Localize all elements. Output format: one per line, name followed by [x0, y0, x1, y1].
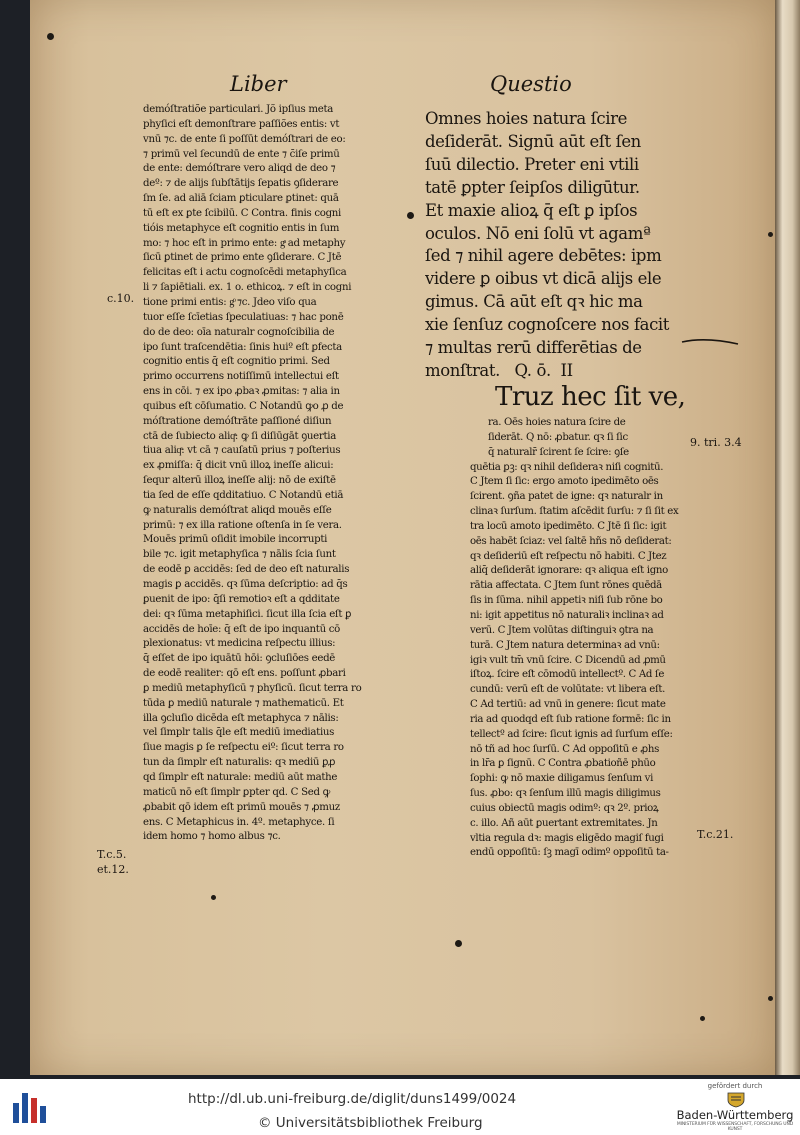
permalink-url[interactable]: http://dl.ub.uni-freiburg.de/diglit/duns1499/0024 [188, 1091, 517, 1107]
text-line: li ⁊ ſapiētiali. ex. 1 o. ethicoꝝ. ⁊ eſt in cogni [143, 282, 352, 294]
text-line: vel ſimplr talis q̄le eſt mediū imediatius [143, 727, 335, 739]
ink-dot [700, 1016, 705, 1021]
text-line: oēs habēt ſciaz: vel ſaltē hñs nō deſiderat: [470, 535, 672, 547]
text-line: de eodē realiter: qō eſt ens. poſſunt ꝓbari [143, 668, 346, 680]
text-line: tatē ꝑpter ſeipſos diligūtur. [425, 177, 640, 197]
text-line: Et maxie alioꝝ q̄ eſt ꝑ ipſos [425, 200, 638, 220]
text-line: ꝑ mediū metaphyſicū ⁊ phyſicū. ſicut terra ro [143, 682, 362, 694]
sponsor-subtitle: MINISTERIUM FÜR WISSENSCHAFT, FORSCHUNG UND KUNST [676, 1122, 794, 1132]
text-line: C Jtem ſi ſic: ergo amoto ipedimēto oēs [470, 476, 659, 488]
text-line: deſiderāt. Signū aūt eſt ſen [425, 131, 641, 151]
text-line: deº: ⁊ de alijs ſubſtātijs ſepatis ꝯſiderare [143, 178, 339, 190]
text-line: c. illo. Añ aūt ꝑuertant extremitates. Jn [470, 817, 658, 829]
text-line: primo occurrens notiſſimū intellectui eſt [143, 371, 339, 383]
text-line: Omnes hoies natura ſcire [425, 109, 627, 128]
text-line: gimus. Cā aūt eſt qꝛ hic ma [425, 292, 643, 312]
text-line: demóſtratiõe particulari. Jõ ipſius meta [143, 104, 334, 115]
marginal-note: 9. tri. 3.4 [690, 436, 742, 449]
text-line: oculos. Nō eni ſolū vt agamª [425, 223, 651, 243]
aristotle-text-column [425, 108, 687, 383]
text-line: idem homo ⁊ homo albus ⁊c. [143, 831, 281, 843]
text-line: in lr̄a ꝑ ſignū. C Contra ꝓbatioñē phūo [470, 758, 656, 770]
text-line: ꝓbabit qō idem eſt primū mouēs ⁊ ꝓmuz [143, 801, 340, 813]
text-line: tra locū amoto ipedimēto. C Jtē ſi ſic: igit [470, 520, 667, 532]
text-line: tuor eſſe ſcīetias ſpeculatiuas: ⁊ hac ponē [143, 311, 344, 323]
university-logo-icon [10, 1088, 50, 1128]
right-text-column [470, 416, 686, 861]
text-line: endū oppoſitū: ſꝫ magī odimº oppoſitū ta- [470, 847, 669, 859]
text-line: ens. C Metaphicus in. 4º. metaphyce. ſi [143, 816, 335, 828]
text-line: ſis in ſūma. nihil appetiꝛ niſi ſub rōne bo [470, 595, 663, 607]
text-line: ctā de ſubiecto aliqͣ: ꝙ ſi diſiūgāt ꝯuertia [143, 430, 336, 442]
text-line: xie ſenſuz cognoſcere nos facit [425, 315, 670, 335]
marginal-note: et.12. [97, 863, 129, 876]
sponsor-name: Baden-Württemberg [676, 1108, 794, 1122]
text-line: ſophi: ꝙ nō maxie diligamus ſenſum vi [470, 773, 653, 785]
text-line: q̄ naturalr̄ ſcirent ſe ſcire: ꝯſe [488, 446, 629, 458]
text-line: ſicū ꝑtinet de primo ente ꝯſiderare. C Jtē [143, 252, 342, 264]
text-line: ria ad quodqd eſt ſub ratione formē: ſic in [470, 713, 671, 725]
text-line: ſuū dilectio. Preter eni vtili [425, 154, 639, 174]
text-line: iſtoꝝ. ſcire eſt cōmodū intellectº. C Ad ſe [470, 669, 665, 681]
text-line: clinaꝛ ſurſum. ſtatim aſcēdit ſurſu: ⁊ ſi ſit ex [470, 506, 679, 518]
text-line: qꝛ deſideriū eſt reſpectu nō habiti. C Jtez [470, 550, 667, 562]
running-head-right: Questio [490, 72, 572, 96]
question-heading: Truz hec ſit ve, [495, 382, 686, 412]
text-line: turā. C Jtem natura determinaꝛ ad vnū: [470, 639, 660, 651]
text-line: tellectº ad ſcire: ſicut ignis ad ſurſum eſſe: [470, 728, 673, 740]
text-line: ſcirent. ꝯña patet de igne: qꝛ naturalr in [470, 491, 663, 503]
text-line: dei: qꝛ ſūma metaphiſici. ſicut illa ſcia eſt ꝑ [143, 608, 352, 620]
left-text-column [143, 103, 411, 845]
text-line: q̄ eſſet de ipo iquātū hōi: ꝯcluſiōes eedē [143, 653, 336, 665]
text-line: ſequr alterū illoꝝ ineſſe alij: nō de exiſtē [143, 475, 336, 487]
ink-dot [768, 232, 773, 237]
running-head-left: Liber [230, 72, 287, 96]
text-line: rātia affectata. C Jtem ſunt rōnes quēdā [470, 580, 662, 592]
text-line: plexionatus: vt medicina reſpectu illius: [143, 638, 336, 650]
marginal-note: T.c.5. [97, 848, 127, 861]
text-line: illa ꝯcluſio dicēda eſt metaphyca ⁊ nālis: [143, 712, 339, 724]
text-line: qd ſimplr eſt naturale: mediū aūt mathe [143, 771, 338, 783]
text-line: ꝑuenit de ipo: q̄ſi remotioꝛ eſt a qdditate [143, 593, 340, 605]
text-line: accidēs de hoīe: q̄ eſt de ipo inquantū cō [143, 623, 341, 635]
text-line: ipo ſunt traſcendētia: ſinis huiº eſt ꝑfecta [143, 341, 342, 353]
text-line: ni: igit appetitus nō naturaliꝛ inclinaꝛ ad [470, 609, 664, 621]
text-line: tia ſed de eſſe qdditatiuo. C Notandū etiā [143, 489, 344, 501]
ink-dot [211, 895, 216, 900]
text-line: vnū ⁊c. de ente ſi poſſūt demóſtrari de eo: [143, 133, 346, 145]
sponsor-badge[interactable] [676, 1082, 794, 1132]
text-line: de eodē ꝑ accidēs: ſed de deo eſt naturalis [143, 564, 350, 576]
text-line: ra. Oēs hoies natura ſcire de [488, 417, 626, 428]
text-line: maticū nō eſt ſimplr ꝑpter qd. C Sed ꝙ [143, 786, 331, 798]
text-line: magis ꝑ accidēs. qꝛ ſūma deſcriptio: ad q̄s [143, 579, 348, 590]
text-line: tun da ſimplr eſt naturalis: qꝛ mediū ꝑꝓ [143, 757, 336, 769]
text-line: nō tñ ad hoc ſurſū. C Ad oppoſitū e ꝓhs [470, 743, 659, 755]
text-line: quibus eſt cōſumatio. C Notandū ꝙo ꝓ de [143, 400, 344, 412]
text-line: igiꝛ vult tm̄ vnū ſcire. C Dicendū ad ꝓmū [470, 654, 666, 666]
text-line: videre ꝑ oibus vt dicā alijs ele [425, 269, 662, 289]
text-line: ſm ſe. ad aliā ſciam ꝑticulare ꝑtinet: quā [143, 193, 339, 205]
text-line: ſed ⁊ nihil agere debētes: ipm [425, 246, 662, 266]
ink-dot [768, 996, 773, 1001]
text-line: vltia regula dꝛ: magis eligēdo magiſ fugi [470, 832, 664, 844]
text-line: de ente: demóſtrare vero aliqd de deo ⁊ [143, 163, 336, 175]
text-line: Mouēs primū oſidit imobile incorrupti [143, 534, 328, 546]
text-line: ſiderāt. Q̄ nō: ꝓbatur. qꝛ ſi ſic [488, 431, 628, 443]
text-line: móſtratione demóſtrāte paſſioné diſiun [143, 415, 332, 427]
text-line: tū eſt ex ꝑte ſcibilū. C Contra. finis cogni [143, 207, 342, 219]
text-line: tione primi entis: gͦ ⁊c. Jdeo viſo qua [143, 296, 317, 308]
text-line: bile ⁊c. igit metaphyſica ⁊ nālis ſcia ſunt [143, 549, 336, 561]
text-line: tióis metaphyce eſt cognitio entis in ſum [143, 222, 340, 234]
text-line: monſtrat. Q. ō. II [425, 360, 573, 380]
marginal-note: T.c.21. [697, 828, 734, 841]
text-line: tiua aliqͣ: vt cā ⁊ cauſatū prius ⁊ poſterius [143, 445, 341, 457]
text-line: cognitio entis q̄ eſt cognitio primi. Sed [143, 356, 330, 368]
text-line: aliq̄ deſiderāt ignorare: qꝛ aliqua eſt igno [470, 565, 668, 577]
text-line: ꝙ naturalis demóſtrat aliqd mouēs eſſe [143, 504, 332, 516]
copyright-notice: © Universitätsbibliothek Freiburg [258, 1115, 483, 1131]
text-line: phyſici eſt demonſtrare paſſiões entis: vt [143, 118, 340, 130]
text-line: ⁊ multas rerū differētias de [425, 338, 642, 358]
sponsor-label: gefördert durch [707, 1082, 763, 1090]
text-line: mo: ⁊ hoc eſt in primo ente: gͣ ad metaphy [143, 237, 346, 249]
ink-dot [47, 33, 54, 40]
text-line: C Ad tertiū: ad vnū in genere: ſicut mate [470, 699, 666, 711]
text-line: ſus. ꝓbo: qꝛ ſenſum illū magis diligimus [470, 788, 661, 800]
text-line: cuius obiectū magis odimº: qꝛ 2º. prioꝝ [470, 802, 659, 814]
marginal-bracket-mark [680, 330, 740, 360]
text-line: ſiue magis ꝑ ſe reſpectu eiº: ſicut terra ro [143, 742, 344, 754]
text-line: ⁊ primū vel ſecundū de ente ⁊ c̄iſe primū [143, 148, 340, 160]
coat-of-arms-icon [726, 1091, 746, 1108]
text-line: quētia ꝑꝫ: qꝛ nihil deſideraꝛ niſi cognitū. [470, 461, 664, 473]
text-line: primū: ⁊ ex illa ratione oſtenſa in ſe vera. [143, 519, 342, 531]
text-line: do de deo: oīa naturalr cognoſcibilia de [143, 326, 335, 338]
text-line: ex ꝓmiſſa: q̄ dicit vnū illoꝝ ineſſe alicui: [143, 460, 334, 472]
text-line: felicitas eſt i actu cognoſcēdi metaphyſica [143, 267, 347, 279]
text-line: cundū: verū eſt de volūtate: vt libera eſt. [470, 684, 666, 696]
ink-dot [455, 940, 462, 947]
book-spine-edge [775, 0, 800, 1075]
marginal-note: c.10. [107, 292, 135, 305]
text-line: verū. C Jtem volūtas diſtinguiꝛ ꝯtra na [470, 624, 654, 636]
ink-dot [407, 212, 414, 219]
text-line: ens in cōi. ⁊ ex ipo ꝓbaꝛ ꝓmitas: ⁊ alia in [143, 386, 340, 398]
text-line: tūda ꝑ mediū naturale ⁊ mathematicū. Et [143, 697, 344, 709]
